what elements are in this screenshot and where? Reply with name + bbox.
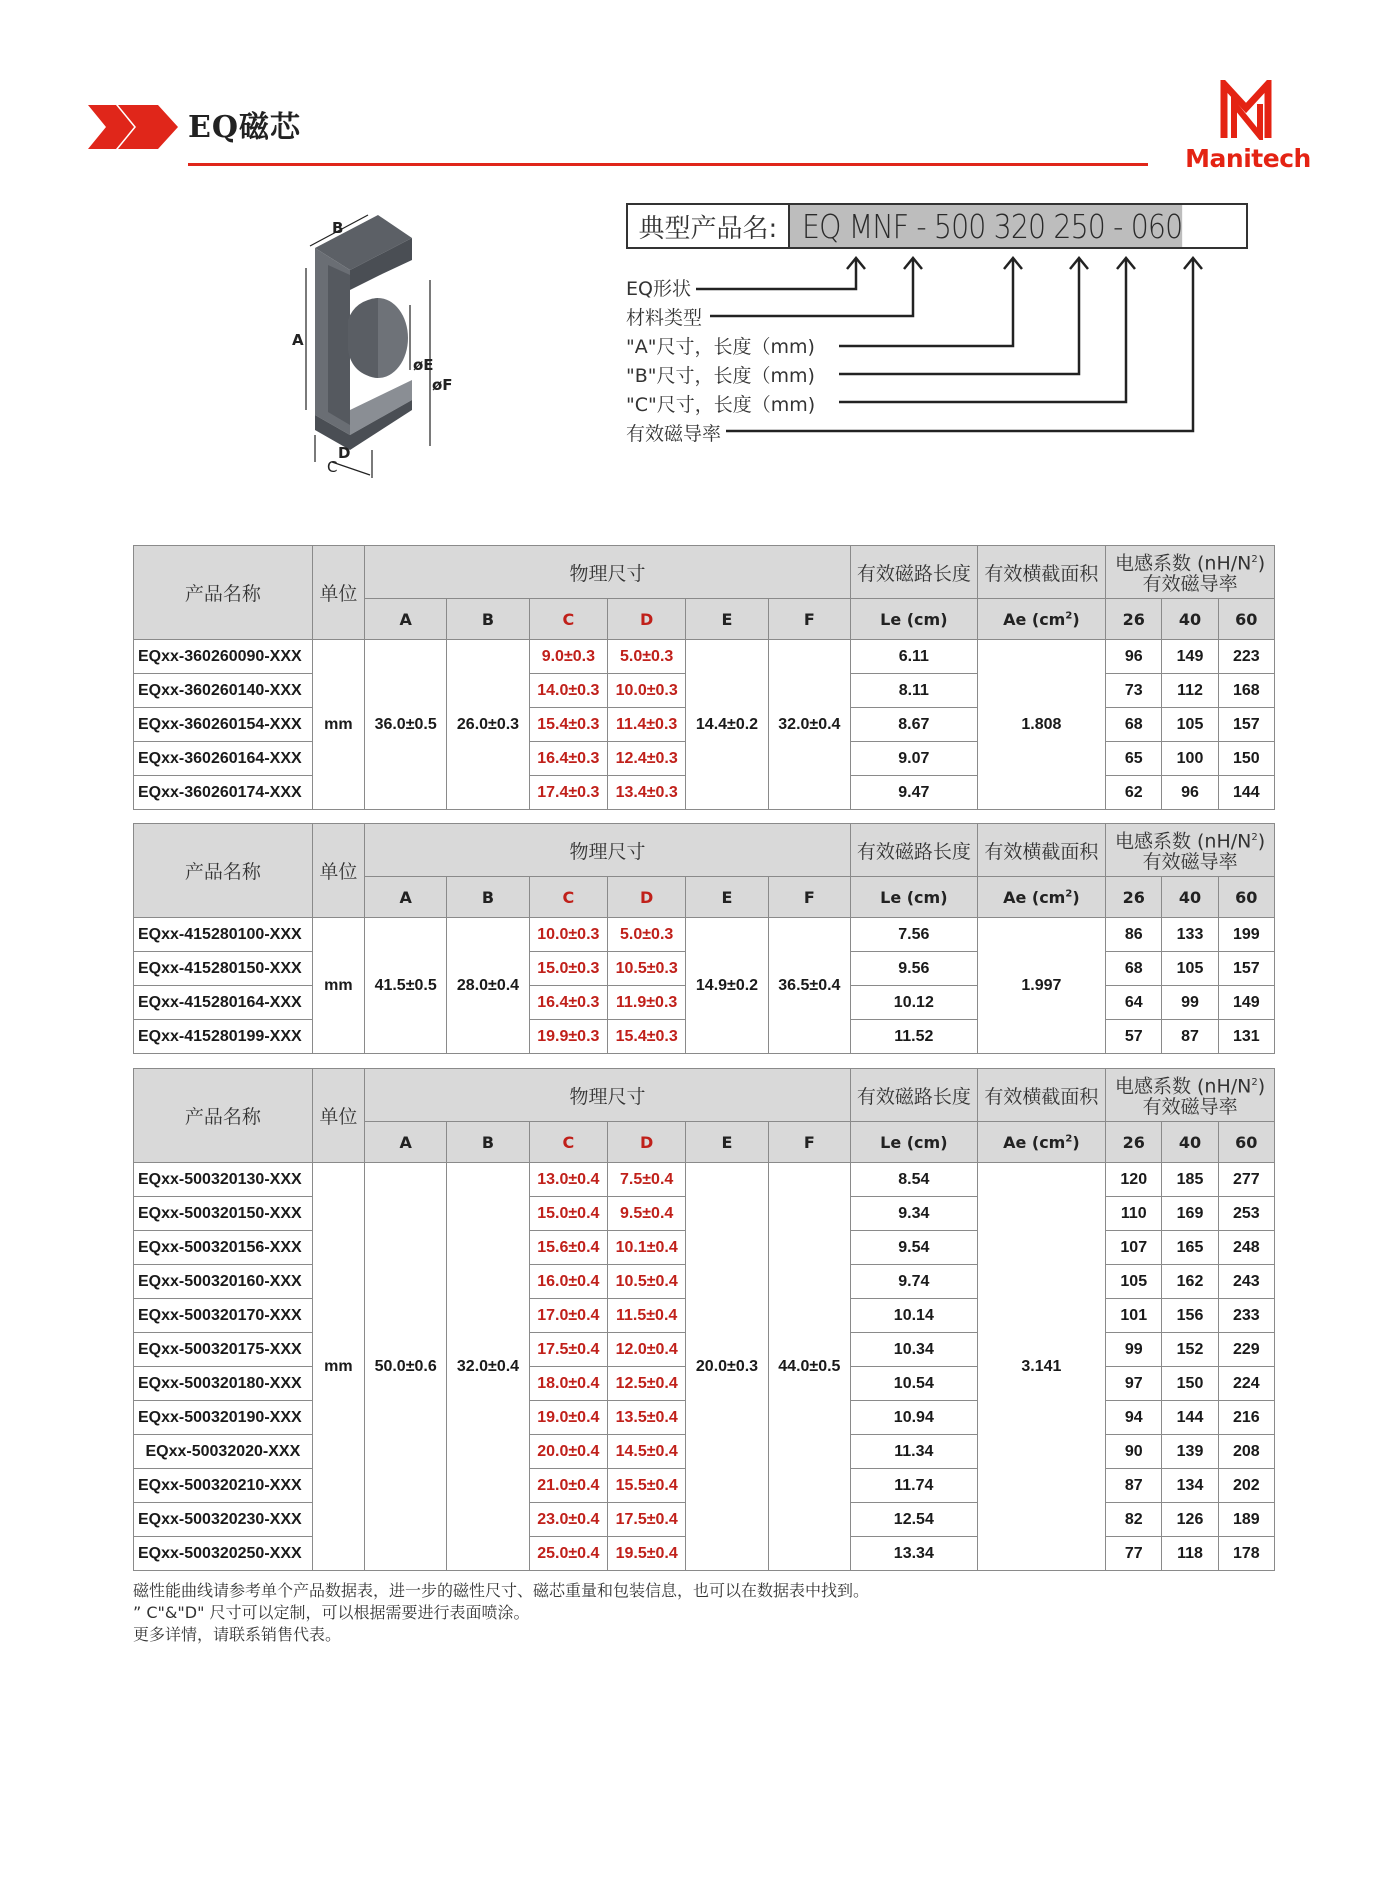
al-value-60: 144 — [1218, 776, 1274, 810]
part-number-legend — [626, 275, 815, 449]
header-unit: 单位 — [312, 546, 364, 640]
al-value-60: 233 — [1218, 1299, 1274, 1333]
dim-d-value: 12.5±0.4 — [608, 1367, 686, 1401]
al-value-40: 126 — [1162, 1503, 1218, 1537]
header-inductance-factor — [1106, 546, 1275, 599]
dim-e-value: 20.0±0.3 — [686, 1163, 768, 1571]
al-value-40: 105 — [1162, 708, 1218, 742]
header-unit: 单位 — [312, 824, 364, 918]
al-value-40: 100 — [1162, 742, 1218, 776]
al-value-40: 185 — [1162, 1163, 1218, 1197]
al-close: ) — [1257, 830, 1266, 853]
al-value-26: 105 — [1106, 1265, 1162, 1299]
ae-close: ) — [1072, 887, 1080, 907]
al-value-40: 133 — [1162, 918, 1218, 952]
le-value: 9.47 — [851, 776, 978, 810]
dim-a-value: 36.0±0.5 — [364, 640, 446, 810]
footnote-contact: 更多详情，请联系销售代表。 — [133, 1625, 342, 1644]
product-name: EQxx-500320156-XXX — [134, 1231, 313, 1265]
dim-d-value: 10.5±0.3 — [608, 952, 686, 986]
al-value-60: 223 — [1218, 640, 1274, 674]
table-row — [134, 918, 1275, 952]
header-physical-dims: 物理尺寸 — [364, 824, 850, 877]
le-value: 10.34 — [851, 1333, 978, 1367]
al-value-60: 168 — [1218, 674, 1274, 708]
al-value-26: 77 — [1106, 1537, 1162, 1571]
header-effective-area: 有效横截面积 — [977, 824, 1106, 877]
header-dim-d: D — [608, 877, 686, 918]
header-dim-e: E — [686, 877, 768, 918]
le-value: 13.34 — [851, 1537, 978, 1571]
al-value-26: 68 — [1106, 952, 1162, 986]
legend-shape: EQ形状 — [626, 278, 691, 300]
al-value-60: 157 — [1218, 952, 1274, 986]
spec-table-eq36 — [133, 545, 1275, 810]
header-physical-dims: 物理尺寸 — [364, 1069, 850, 1122]
product-name: EQxx-500320170-XXX — [134, 1299, 313, 1333]
al-value-40: 156 — [1162, 1299, 1218, 1333]
al-value-26: 68 — [1106, 708, 1162, 742]
al-value-40: 152 — [1162, 1333, 1218, 1367]
footnotes — [133, 1580, 869, 1646]
al-value-60: 229 — [1218, 1333, 1274, 1367]
dim-c-value: 10.0±0.3 — [529, 918, 607, 952]
header-effective-length: 有效磁路长度 — [851, 824, 978, 877]
le-value: 11.34 — [851, 1435, 978, 1469]
al-value-26: 82 — [1106, 1503, 1162, 1537]
spec-table-eq41 — [133, 823, 1275, 1054]
product-name: EQxx-415280150-XXX — [134, 952, 313, 986]
dim-c-value: 17.5±0.4 — [529, 1333, 607, 1367]
spec-table-eq50 — [133, 1068, 1275, 1571]
dim-c-value: 16.4±0.3 — [529, 742, 607, 776]
legend-dim-b: "B"尺寸，长度（mm) — [626, 365, 815, 387]
permeability-label: 有效磁导率 — [1142, 573, 1238, 596]
al-value-26: 64 — [1106, 986, 1162, 1020]
dim-d-value: 11.9±0.3 — [608, 986, 686, 1020]
le-value: 8.11 — [851, 674, 978, 708]
dim-c-value: 20.0±0.4 — [529, 1435, 607, 1469]
manitech-logo-icon — [1220, 80, 1272, 140]
al-value-26: 110 — [1106, 1197, 1162, 1231]
al-value-60: 202 — [1218, 1469, 1274, 1503]
dim-b-value: 26.0±0.3 — [447, 640, 529, 810]
al-value-60: 150 — [1218, 742, 1274, 776]
product-name: EQxx-500320250-XXX — [134, 1537, 313, 1571]
le-value: 10.14 — [851, 1299, 978, 1333]
header-effective-area: 有效横截面积 — [977, 1069, 1106, 1122]
dim-d-value: 12.0±0.4 — [608, 1333, 686, 1367]
header-inductance-factor — [1106, 824, 1275, 877]
al-value-40: 150 — [1162, 1367, 1218, 1401]
al-value-60: 189 — [1218, 1503, 1274, 1537]
dim-c-value: 15.6±0.4 — [529, 1231, 607, 1265]
dim-d-value: 14.5±0.4 — [608, 1435, 686, 1469]
al-value-26: 99 — [1106, 1333, 1162, 1367]
dim-c-value: 15.0±0.3 — [529, 952, 607, 986]
page-title: EQ磁芯 — [188, 110, 301, 145]
le-value: 9.34 — [851, 1197, 978, 1231]
header-ae-unit — [977, 599, 1106, 640]
al-value-40: 149 — [1162, 640, 1218, 674]
header-product-name: 产品名称 — [134, 824, 313, 918]
al-value-40: 162 — [1162, 1265, 1218, 1299]
product-name: EQxx-360260154-XXX — [134, 708, 313, 742]
al-value-40: 112 — [1162, 674, 1218, 708]
header-permeability-60: 60 — [1218, 599, 1274, 640]
le-value: 10.54 — [851, 1367, 978, 1401]
al-value-60: 131 — [1218, 1020, 1274, 1054]
dim-label-c: C — [327, 458, 338, 476]
header-product-name: 产品名称 — [134, 546, 313, 640]
part-number-label: 典型产品名: — [628, 205, 790, 247]
ae-unit-label: Ae (cm — [1003, 887, 1066, 907]
le-value: 7.56 — [851, 918, 978, 952]
header-dim-c: C — [529, 599, 607, 640]
al-sup: 2 — [1251, 1076, 1258, 1088]
al-value-40: 87 — [1162, 1020, 1218, 1054]
dim-c-value: 9.0±0.3 — [529, 640, 607, 674]
le-value: 10.12 — [851, 986, 978, 1020]
product-name: EQxx-415280199-XXX — [134, 1020, 313, 1054]
unit-value: mm — [312, 1163, 364, 1571]
al-value-40: 118 — [1162, 1537, 1218, 1571]
al-value-26: 65 — [1106, 742, 1162, 776]
al-value-26: 90 — [1106, 1435, 1162, 1469]
header-effective-length: 有效磁路长度 — [851, 1069, 978, 1122]
header-dim-a: A — [364, 877, 446, 918]
al-value-26: 94 — [1106, 1401, 1162, 1435]
dim-c-value: 17.4±0.3 — [529, 776, 607, 810]
dim-d-value: 11.5±0.4 — [608, 1299, 686, 1333]
al-value-26: 97 — [1106, 1367, 1162, 1401]
footnote-datasheet: 磁性能曲线请参考单个产品数据表，进一步的磁性尺寸、磁芯重量和包装信息，也可以在数据表中找到。 — [133, 1581, 870, 1600]
product-name: EQxx-500320150-XXX — [134, 1197, 313, 1231]
dim-d-value: 11.4±0.3 — [608, 708, 686, 742]
product-name: EQxx-360260140-XXX — [134, 674, 313, 708]
ae-sup: 2 — [1065, 610, 1073, 622]
part-number-box — [626, 203, 1248, 249]
product-name: EQxx-360260090-XXX — [134, 640, 313, 674]
header-permeability-60: 60 — [1218, 1122, 1274, 1163]
table-row — [134, 640, 1275, 674]
permeability-label: 有效磁导率 — [1142, 1096, 1238, 1119]
header-le-unit: Le (cm) — [851, 1122, 978, 1163]
al-value-26: 86 — [1106, 918, 1162, 952]
al-value-26: 101 — [1106, 1299, 1162, 1333]
al-value-60: 199 — [1218, 918, 1274, 952]
ae-unit-label: Ae (cm — [1003, 609, 1066, 629]
product-name: EQxx-415280164-XXX — [134, 986, 313, 1020]
product-name: EQxx-500320180-XXX — [134, 1367, 313, 1401]
brand-name: Manitech — [1185, 144, 1311, 173]
header-physical-dims: 物理尺寸 — [364, 546, 850, 599]
part-number-diagram — [626, 203, 1246, 453]
product-name: EQxx-360260164-XXX — [134, 742, 313, 776]
chevron-arrows-icon — [88, 105, 178, 149]
header-permeability-40: 40 — [1162, 1122, 1218, 1163]
ae-close: ) — [1072, 609, 1080, 629]
product-name: EQxx-415280100-XXX — [134, 918, 313, 952]
le-value: 9.74 — [851, 1265, 978, 1299]
al-value-40: 169 — [1162, 1197, 1218, 1231]
product-name: EQxx-500320130-XXX — [134, 1163, 313, 1197]
eq-core-illustration — [270, 210, 480, 480]
header-dim-c: C — [529, 1122, 607, 1163]
header-permeability-26: 26 — [1106, 877, 1162, 918]
header-ae-unit — [977, 877, 1106, 918]
dim-f-value: 36.5±0.4 — [768, 918, 850, 1054]
al-sup: 2 — [1251, 553, 1258, 565]
dim-d-value: 10.1±0.4 — [608, 1231, 686, 1265]
dim-d-value: 12.4±0.3 — [608, 742, 686, 776]
header-inductance-factor — [1106, 1069, 1275, 1122]
al-close: ) — [1257, 1075, 1266, 1098]
dim-label-a: A — [292, 331, 304, 349]
product-name: EQxx-500320175-XXX — [134, 1333, 313, 1367]
al-value-26: 87 — [1106, 1469, 1162, 1503]
ae-close: ) — [1072, 1132, 1080, 1152]
dim-c-value: 15.4±0.3 — [529, 708, 607, 742]
al-value-60: 277 — [1218, 1163, 1274, 1197]
header-dim-e: E — [686, 599, 768, 640]
dim-c-value: 14.0±0.3 — [529, 674, 607, 708]
header-permeability-26: 26 — [1106, 599, 1162, 640]
legend-dim-a: "A"尺寸，长度（mm) — [626, 336, 815, 358]
dim-d-value: 5.0±0.3 — [608, 918, 686, 952]
dim-label-f: øF — [432, 376, 453, 394]
permeability-label: 有效磁导率 — [1142, 851, 1238, 874]
ae-sup: 2 — [1065, 888, 1073, 900]
header-permeability-26: 26 — [1106, 1122, 1162, 1163]
legend-dim-c: "C"尺寸，长度（mm) — [626, 394, 816, 416]
unit-value: mm — [312, 640, 364, 810]
dim-d-value: 13.5±0.4 — [608, 1401, 686, 1435]
al-value-26: 57 — [1106, 1020, 1162, 1054]
dim-d-value: 10.0±0.3 — [608, 674, 686, 708]
header-dim-f: F — [768, 599, 850, 640]
dim-label-e: øE — [413, 356, 434, 374]
footnote-customization: ” C"&"D" 尺寸可以定制，可以根据需要进行表面喷涂。 — [133, 1603, 530, 1622]
al-value-60: 224 — [1218, 1367, 1274, 1401]
dim-d-value: 13.4±0.3 — [608, 776, 686, 810]
header-ae-unit — [977, 1122, 1106, 1163]
legend-permeability: 有效磁导率 — [626, 423, 722, 445]
al-value-40: 96 — [1162, 776, 1218, 810]
dim-label-b: B — [332, 219, 344, 237]
header-permeability-40: 40 — [1162, 599, 1218, 640]
al-value-26: 120 — [1106, 1163, 1162, 1197]
dim-c-value: 16.0±0.4 — [529, 1265, 607, 1299]
dim-b-value: 32.0±0.4 — [447, 1163, 529, 1571]
dim-e-value: 14.4±0.2 — [686, 640, 768, 810]
dim-e-value: 14.9±0.2 — [686, 918, 768, 1054]
header-permeability-60: 60 — [1218, 877, 1274, 918]
dim-c-value: 15.0±0.4 — [529, 1197, 607, 1231]
header-dim-e: E — [686, 1122, 768, 1163]
ae-value: 1.808 — [977, 640, 1106, 810]
product-name: EQxx-500320190-XXX — [134, 1401, 313, 1435]
dim-d-value: 15.4±0.3 — [608, 1020, 686, 1054]
al-value-40: 134 — [1162, 1469, 1218, 1503]
dim-c-value: 19.0±0.4 — [529, 1401, 607, 1435]
dim-d-value: 9.5±0.4 — [608, 1197, 686, 1231]
header-dim-b: B — [447, 1122, 529, 1163]
header-dim-f: F — [768, 1122, 850, 1163]
al-value-26: 96 — [1106, 640, 1162, 674]
header-effective-length: 有效磁路长度 — [851, 546, 978, 599]
al-value-60: 208 — [1218, 1435, 1274, 1469]
al-value-40: 144 — [1162, 1401, 1218, 1435]
header-dim-f: F — [768, 877, 850, 918]
dim-a-value: 41.5±0.5 — [364, 918, 446, 1054]
le-value: 9.07 — [851, 742, 978, 776]
dim-c-value: 23.0±0.4 — [529, 1503, 607, 1537]
dim-c-value: 21.0±0.4 — [529, 1469, 607, 1503]
dim-d-value: 15.5±0.4 — [608, 1469, 686, 1503]
dim-c-value: 25.0±0.4 — [529, 1537, 607, 1571]
dim-c-value: 13.0±0.4 — [529, 1163, 607, 1197]
part-number-code: EQ MNF - 500 320 250 - 060 — [790, 205, 1182, 247]
le-value: 12.54 — [851, 1503, 978, 1537]
le-value: 11.52 — [851, 1020, 978, 1054]
al-close: ) — [1257, 552, 1266, 575]
legend-material: 材料类型 — [626, 307, 703, 329]
le-value: 9.56 — [851, 952, 978, 986]
le-value: 11.74 — [851, 1469, 978, 1503]
le-value: 10.94 — [851, 1401, 978, 1435]
ae-unit-label: Ae (cm — [1003, 1132, 1066, 1152]
unit-value: mm — [312, 918, 364, 1054]
le-value: 6.11 — [851, 640, 978, 674]
header-dim-d: D — [608, 599, 686, 640]
dim-a-value: 50.0±0.6 — [364, 1163, 446, 1571]
header-le-unit: Le (cm) — [851, 877, 978, 918]
al-label: 电感系数 (nH/N — [1114, 1075, 1252, 1098]
dim-c-value: 17.0±0.4 — [529, 1299, 607, 1333]
header-dim-d: D — [608, 1122, 686, 1163]
al-value-40: 99 — [1162, 986, 1218, 1020]
dim-d-value: 10.5±0.4 — [608, 1265, 686, 1299]
product-name: EQxx-500320210-XXX — [134, 1469, 313, 1503]
dim-f-value: 32.0±0.4 — [768, 640, 850, 810]
header-dim-b: B — [447, 877, 529, 918]
dim-d-value: 17.5±0.4 — [608, 1503, 686, 1537]
dim-f-value: 44.0±0.5 — [768, 1163, 850, 1571]
header-unit: 单位 — [312, 1069, 364, 1163]
le-value: 9.54 — [851, 1231, 978, 1265]
al-value-40: 165 — [1162, 1231, 1218, 1265]
dim-d-value: 5.0±0.3 — [608, 640, 686, 674]
le-value: 8.54 — [851, 1163, 978, 1197]
ae-value: 1.997 — [977, 918, 1106, 1054]
title-underline — [188, 163, 1148, 166]
header-effective-area: 有效横截面积 — [977, 546, 1106, 599]
dim-c-value: 16.4±0.3 — [529, 986, 607, 1020]
al-value-26: 107 — [1106, 1231, 1162, 1265]
header-permeability-40: 40 — [1162, 877, 1218, 918]
al-label: 电感系数 (nH/N — [1114, 830, 1252, 853]
product-name: EQxx-500320230-XXX — [134, 1503, 313, 1537]
dim-d-value: 7.5±0.4 — [608, 1163, 686, 1197]
header-dim-a: A — [364, 1122, 446, 1163]
ae-sup: 2 — [1065, 1133, 1073, 1145]
ae-value: 3.141 — [977, 1163, 1106, 1571]
header-product-name: 产品名称 — [134, 1069, 313, 1163]
al-value-60: 248 — [1218, 1231, 1274, 1265]
al-value-40: 105 — [1162, 952, 1218, 986]
product-name: EQxx-500320160-XXX — [134, 1265, 313, 1299]
al-sup: 2 — [1251, 831, 1258, 843]
dim-b-value: 28.0±0.4 — [447, 918, 529, 1054]
al-value-60: 157 — [1218, 708, 1274, 742]
al-value-60: 243 — [1218, 1265, 1274, 1299]
dim-c-value: 19.9±0.3 — [529, 1020, 607, 1054]
al-value-60: 253 — [1218, 1197, 1274, 1231]
al-value-60: 178 — [1218, 1537, 1274, 1571]
header-dim-a: A — [364, 599, 446, 640]
al-value-60: 149 — [1218, 986, 1274, 1020]
al-value-26: 73 — [1106, 674, 1162, 708]
al-value-60: 216 — [1218, 1401, 1274, 1435]
al-value-40: 139 — [1162, 1435, 1218, 1469]
header-dim-c: C — [529, 877, 607, 918]
al-value-26: 62 — [1106, 776, 1162, 810]
header-dim-b: B — [447, 599, 529, 640]
brand-logo — [1178, 80, 1318, 180]
al-label: 电感系数 (nH/N — [1114, 552, 1252, 575]
dim-d-value: 19.5±0.4 — [608, 1537, 686, 1571]
product-name: EQxx-360260174-XXX — [134, 776, 313, 810]
header-le-unit: Le (cm) — [851, 599, 978, 640]
table-row — [134, 1163, 1275, 1197]
dim-c-value: 18.0±0.4 — [529, 1367, 607, 1401]
le-value: 8.67 — [851, 708, 978, 742]
dim-label-d: D — [338, 444, 351, 462]
product-name: EQxx-50032020-XXX — [134, 1435, 313, 1469]
